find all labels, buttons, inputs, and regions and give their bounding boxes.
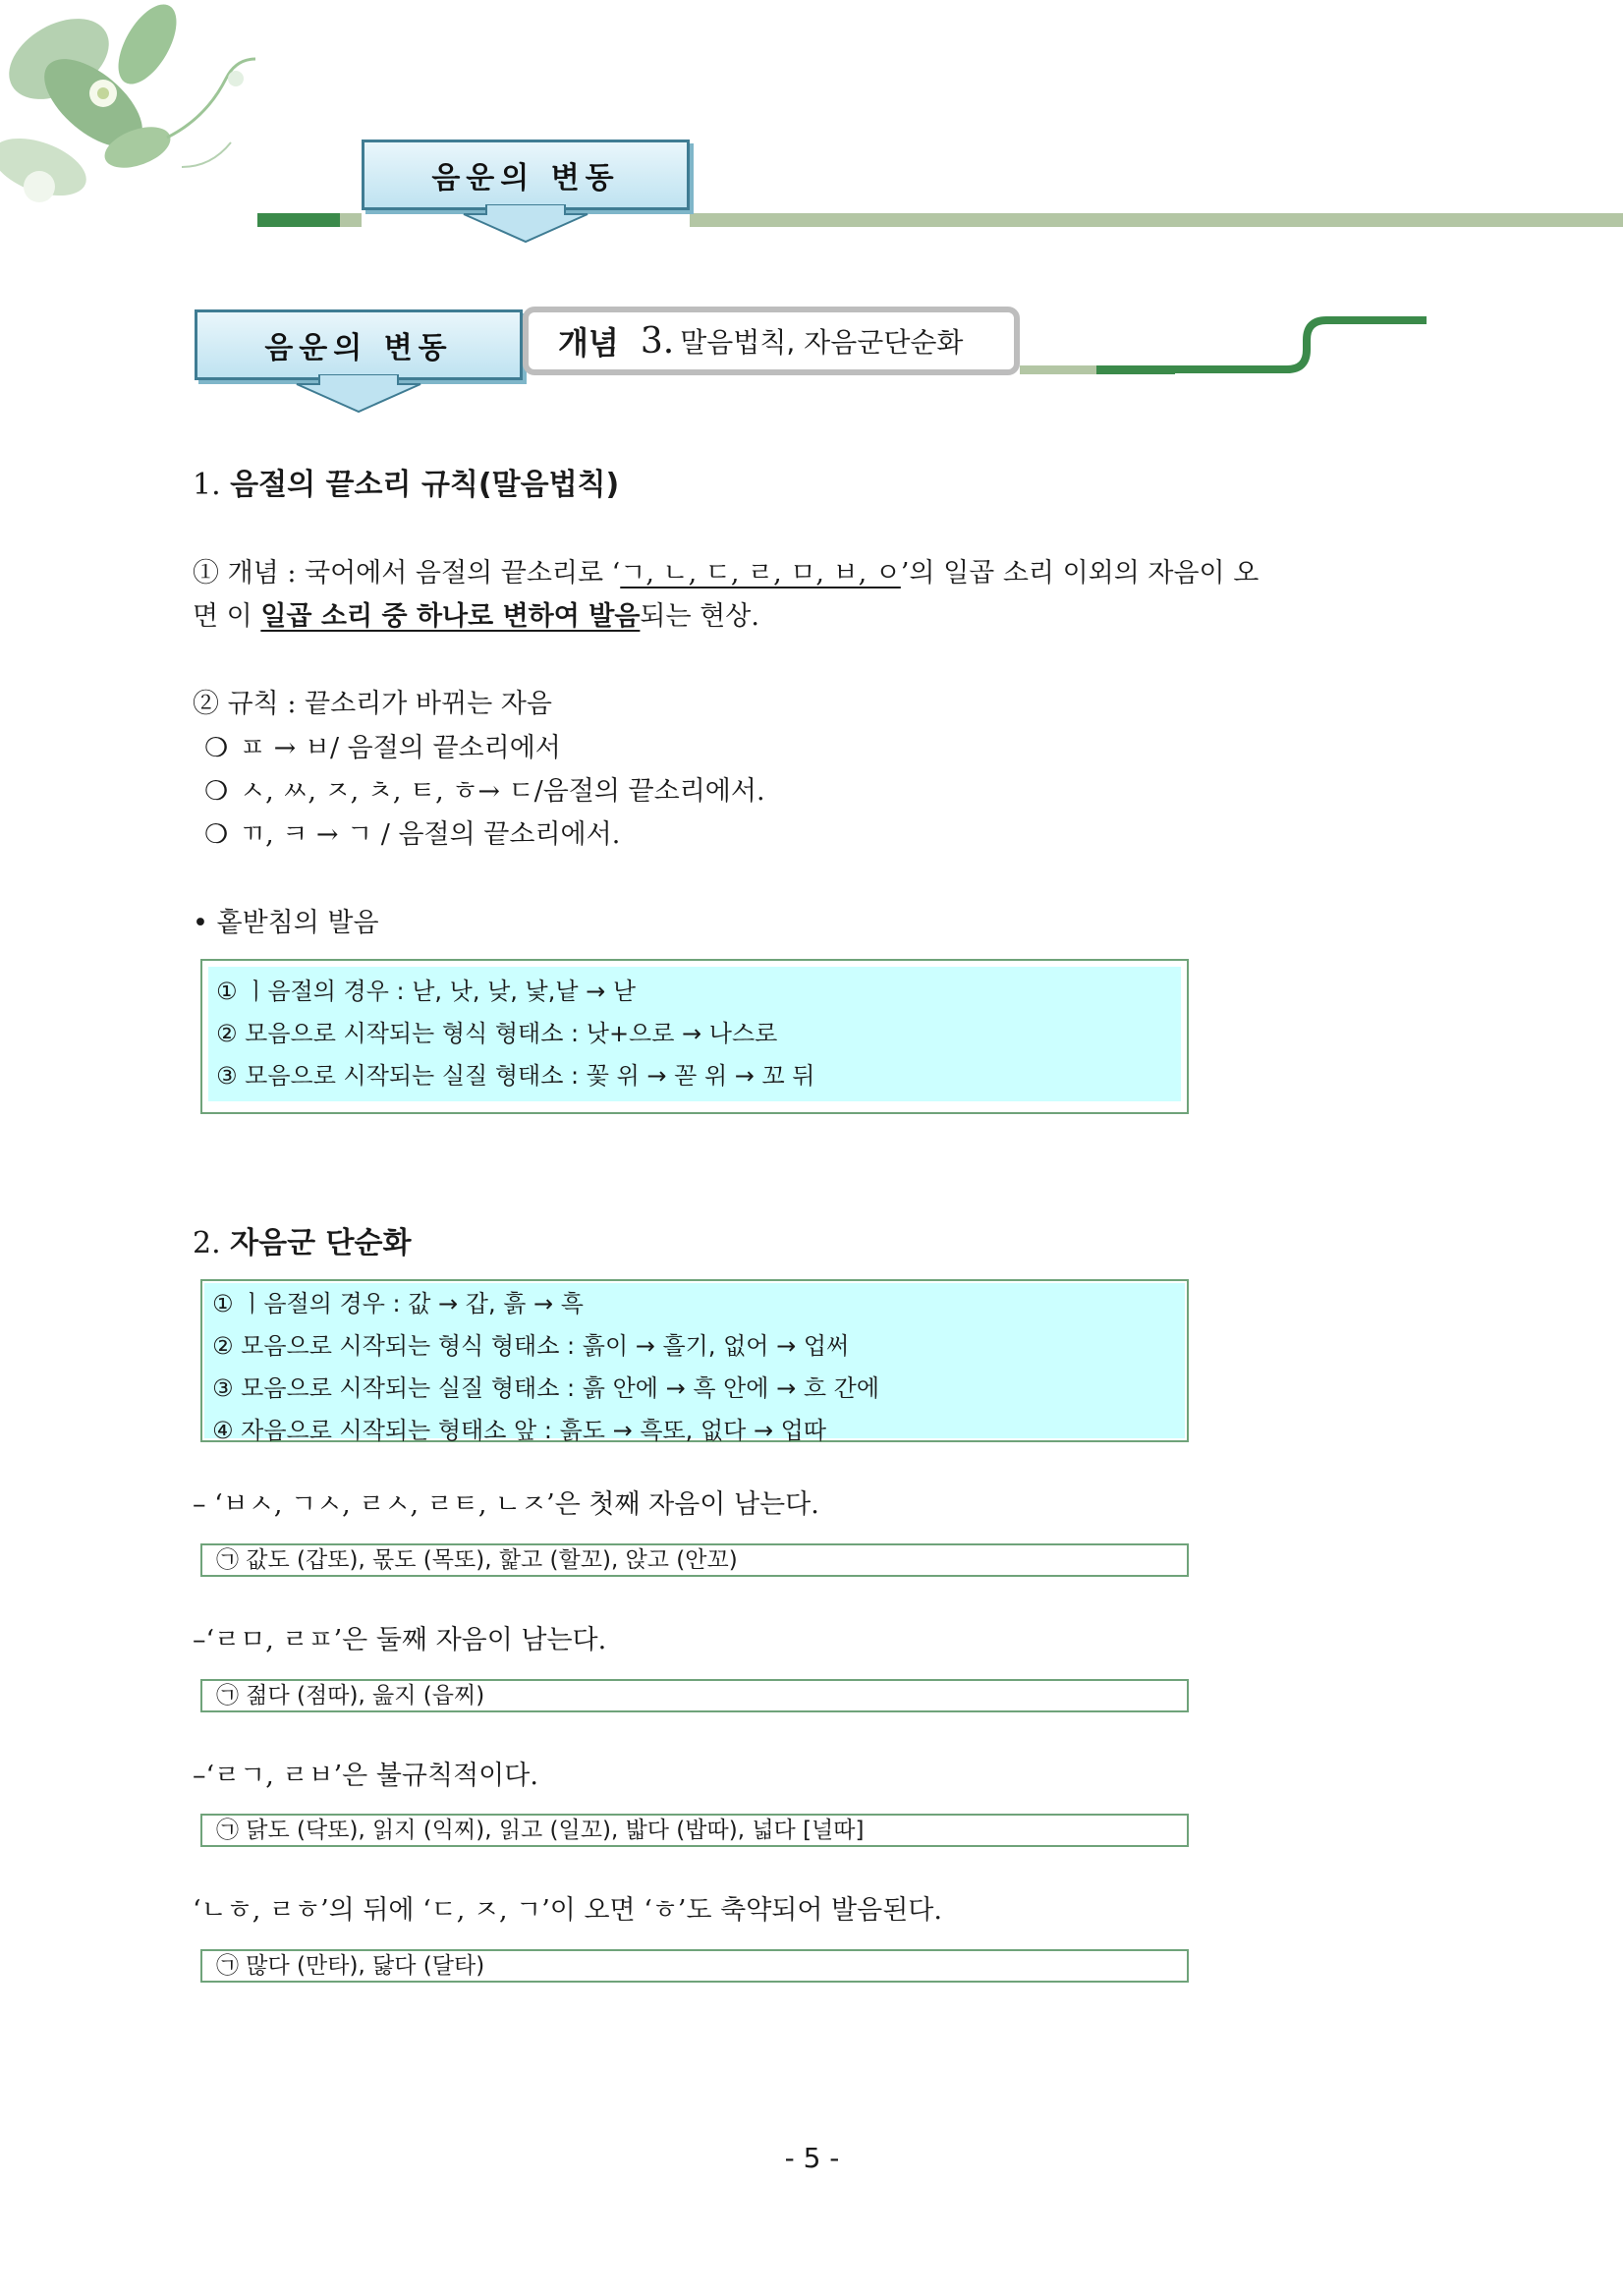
single-consonant-line: ① ㅣ음절의 경우 : 낟, 낫, 낮, 낯,낱 → 낟 <box>216 978 637 1005</box>
definition-text: 면 이 <box>193 601 261 632</box>
cluster-rule-1: – ‘ㅂㅅ, ㄱㅅ, ㄹㅅ, ㄹㅌ, ㄴㅈ’은 첫째 자음이 남는다. <box>193 1489 819 1520</box>
section2-heading <box>193 1218 412 1261</box>
concept-section-label: 음운의 변동 <box>195 309 523 380</box>
concept-keyword: 개념 <box>558 324 619 362</box>
section2-title: 자음군 단순화 <box>230 1226 412 1260</box>
cluster-rule-3: –‘ㄹㄱ, ㄹㅂ’은 불규칙적이다. <box>193 1761 538 1791</box>
header-arrow-icon <box>462 204 589 244</box>
bullet-icon: ❍ <box>204 776 229 807</box>
section1-heading <box>193 460 619 503</box>
corner-flower-decoration <box>0 0 265 236</box>
section2-number: 2. <box>193 1226 221 1260</box>
concept-bar-dark <box>1096 365 1175 374</box>
rule-item <box>204 727 561 770</box>
rule-text: ㅅ, ㅆ, ㅈ, ㅊ, ㅌ, ㅎ→ ㄷ/음절의 끝소리에서. <box>240 776 765 807</box>
single-consonant-line: ③ 모음으로 시작되는 실질 형태소 : 꽃 위 → 꼳 위 → 꼬 뒤 <box>216 1062 815 1090</box>
cluster-example-4: ㉠ 많다 (만타), 닳다 (달타) <box>200 1949 1189 1983</box>
cluster-line: ② 모음으로 시작되는 형식 형태소 : 흙이 → 흘기, 없어 → 업써 <box>212 1332 850 1360</box>
cluster-rule-2: –‘ㄹㅁ, ㄹㅍ’은 둘째 자음이 남는다. <box>193 1625 607 1655</box>
concept-number: 3. <box>640 320 675 362</box>
consonant-cluster-box <box>200 1279 1189 1442</box>
concept-heading <box>523 307 1020 375</box>
cluster-line: ③ 모음으로 시작되는 실질 형태소 : 흙 안에 → 흑 안에 → 흐 간에 <box>212 1374 880 1402</box>
concept-bar-light <box>1020 365 1096 374</box>
definition-emphasis: 일곱 소리 중 하나로 변하여 발음 <box>260 601 641 632</box>
definition-consonants: ㄱ, ㄴ, ㄷ, ㄹ, ㅁ, ㅂ, ㅇ <box>620 558 901 588</box>
section1-number: 1. <box>193 468 221 502</box>
rule-item <box>204 813 620 857</box>
section1-title: 음절의 끝소리 규칙(말음법칙) <box>230 468 620 502</box>
definition-line-2 <box>193 595 759 639</box>
rule-title: ② 규칙 : 끝소리가 바뀌는 자음 <box>193 689 552 719</box>
cluster-example-1: ㉠ 값도 (갑또), 몫도 (목또), 핥고 (할꼬), 앉고 (안꼬) <box>200 1543 1189 1577</box>
definition-text: 되는 현상. <box>640 601 759 632</box>
rule-text: ㄲ, ㅋ → ㄱ / 음절의 끝소리에서. <box>240 819 621 850</box>
cluster-example-2: ㉠ 젊다 (점따), 읊지 (읍찌) <box>200 1679 1189 1712</box>
bullet-icon: ❍ <box>204 819 229 850</box>
rule-text: ㅍ → ㅂ/ 음절의 끝소리에서 <box>240 733 561 763</box>
rule-item <box>204 770 765 813</box>
header-title: 음운의 변동 <box>362 140 690 210</box>
bullet-icon: ❍ <box>204 733 229 763</box>
definition-text: ① 개념 : 국어에서 음절의 끝소리로 ‘ <box>193 558 621 588</box>
page-number: - 5 - <box>784 2142 840 2174</box>
single-consonant-box <box>200 959 1189 1114</box>
single-consonant-title: • 홑받침의 발음 <box>193 908 379 938</box>
concept-arrow-icon <box>295 374 422 414</box>
header-bar-long <box>690 213 1623 227</box>
cluster-rule-4: ‘ㄴㅎ, ㄹㅎ’의 뒤에 ‘ㄷ, ㅈ, ㄱ’이 오면 ‘ㅎ’도 축약되어 발음된다. <box>193 1895 942 1926</box>
single-consonant-line: ② 모음으로 시작되는 형식 형태소 : 낫+으로 → 나스로 <box>216 1020 778 1047</box>
definition-text: ’의 일곱 소리 이외의 자음이 오 <box>900 558 1260 588</box>
concept-curve-decoration <box>1169 312 1434 381</box>
cluster-example-3: ㉠ 닭도 (닥또), 읽지 (익찌), 읽고 (일꼬), 밟다 (밥따), 넓다 [널따] <box>200 1814 1189 1847</box>
header-bar-dark <box>257 213 340 227</box>
header-bar-light <box>340 213 362 227</box>
cluster-line: ④ 자음으로 시작되는 형태소 앞 : 흙도 → 흑또, 없다 → 업따 <box>212 1417 827 1444</box>
cluster-line: ① ㅣ음절의 경우 : 값 → 갑, 흙 → 흑 <box>212 1290 584 1317</box>
definition-line-1 <box>193 552 1259 595</box>
concept-title: 말음법칙, 자음군단순화 <box>680 326 964 359</box>
